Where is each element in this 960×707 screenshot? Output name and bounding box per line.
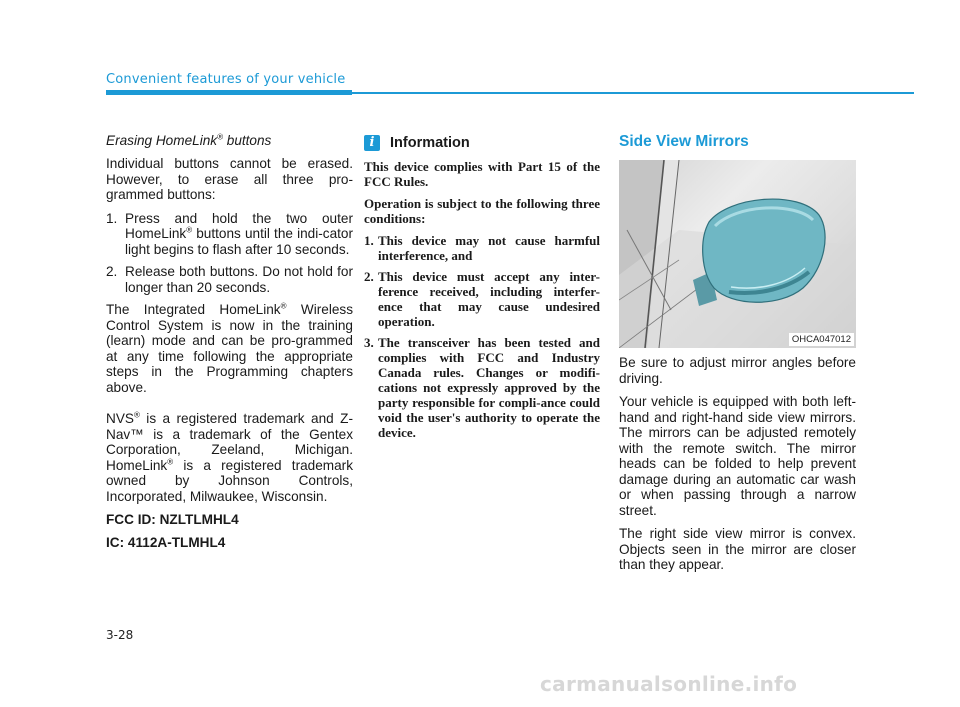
- mirror-adjust-paragraph: Be sure to adjust mirror angles before driving.: [619, 355, 856, 386]
- erasing-homelink-heading: Erasing HomeLink® buttons: [106, 132, 272, 148]
- convex-mirror-paragraph: The right side view mirror is convex. Objects seen in the mirror are closer than they appear.: [619, 526, 856, 572]
- side-view-mirrors-title: Side View Mirrors: [619, 133, 749, 150]
- information-icon: i: [364, 135, 380, 151]
- condition-item: 1. This device may not cause harmful interference, and: [364, 233, 600, 263]
- page-number: 3-28: [106, 628, 134, 642]
- column-information: [364, 133, 600, 446]
- fcc-id: FCC ID: NZLTLMHL4: [106, 512, 239, 527]
- erase-step-1: 1. Press and hold the two outer HomeLink® buttons until the indi-cator light begins to flash after 10 seconds.: [106, 210, 353, 257]
- ic-number: IC: 4112A-TLMHL4: [106, 535, 226, 550]
- column-homelink: [106, 133, 353, 558]
- watermark: carmanualsonline.info: [540, 672, 798, 696]
- section-header-title: Convenient features of your vehicle: [106, 72, 346, 87]
- information-header: [364, 133, 600, 153]
- information-body: [364, 159, 600, 440]
- erase-intro-paragraph: Individual buttons cannot be erased. However, to erase all three pro-grammed buttons:: [106, 156, 353, 202]
- side-mirror-photo: [619, 160, 856, 348]
- mirror-equipment-paragraph: Your vehicle is equipped with both left-hand and right-hand side view mirrors. The mirrors can be adjusted remotely with the remote switch. The mirror heads can be folded to help prevent damage during an automatic car wash or when passing through a narrow street.: [619, 394, 856, 518]
- information-title: Information: [390, 135, 470, 151]
- header-rule-thick: [106, 90, 352, 95]
- training-mode-paragraph: The Integrated HomeLink® Wireless Control System is now in the training (learn) mode and can be pro-grammed at any time following the appropriate steps in the Programming chapters above.: [106, 301, 353, 395]
- header-rule-thin: [352, 92, 914, 94]
- condition-item: 2. This device must accept any inter-ference received, including interfer-ence that may cause undesired operation.: [364, 269, 600, 329]
- fcc-compliance-text: This device complies with Part 15 of the FCC Rules.: [364, 159, 600, 189]
- condition-item: 3. The transceiver has been tested and complies with FCC and Industry Canada rules. Changes or modifi-cations not expressly approved by the party responsible for compli-ance could void the user's authority to operate the device.: [364, 335, 600, 440]
- side-mirror-illustration: [619, 160, 856, 348]
- erase-step-2: 2. Release both buttons. Do not hold for longer than 20 seconds.: [106, 264, 353, 295]
- conditions-intro: Operation is subject to the following three conditions:: [364, 196, 600, 226]
- column-side-mirrors: [619, 133, 856, 581]
- image-code-label: OHCA047012: [789, 333, 854, 346]
- trademark-paragraph: NVS® is a registered trademark and Z-Nav™ is a trademark of the Gentex Corporation, Zeeland, Michigan. HomeLink® is a registered trademark owned by Johnson Controls, Incorporated, Milwaukee, Wisconsin.: [106, 410, 353, 504]
